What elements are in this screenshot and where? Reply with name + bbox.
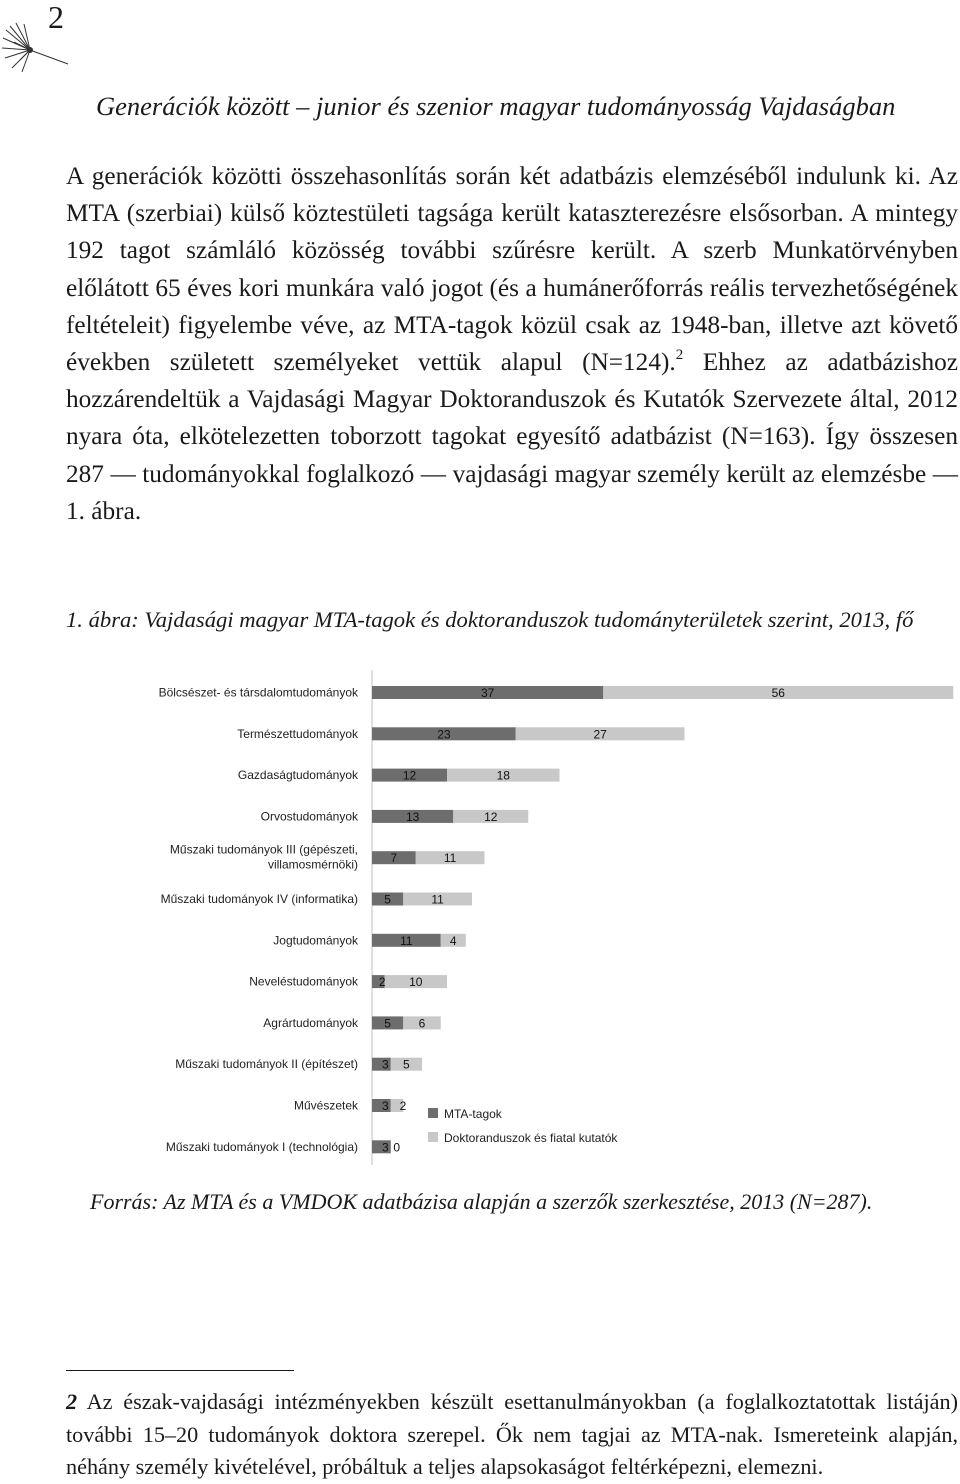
data-label-mta-tagok: 7 [390, 851, 398, 866]
bar-chart [0, 660, 960, 1180]
footnote-text: Az észak-vajdasági intézményekben készült esettanulmányokban (a foglalkoztatottak listáján) további 15–20 tudományok doktora szerepel. Ők nem tagjai az MTA-nak. Ismereteink alapján, néhány személy kivételével, próbáltuk a teljes alapsokaságot feltérképezni, elemezni. [66, 1389, 958, 1479]
data-label-mta-tagok: 5 [384, 1016, 391, 1031]
figure-caption: 1. ábra: Vajdasági magyar MTA-tagok és doktoranduszok tudományterületek szerint, 2013, fő [66, 607, 914, 632]
category-label: Műszaki tudományok II (építészet) [175, 1057, 358, 1072]
footnote-number: 2 [66, 1389, 78, 1414]
data-label-mta-tagok: 11 [400, 933, 413, 948]
data-label-doktoranduszok: 11 [443, 851, 457, 866]
data-label-mta-tagok: 3 [382, 1057, 389, 1072]
category-label: Orvostudományok [260, 809, 358, 824]
category-label: Gazdaságtudományok [237, 768, 358, 783]
data-label-doktoranduszok: 12 [484, 809, 498, 824]
dandelion-ornament-icon [0, 20, 72, 80]
category-label: Bölcsészet- és társdalomtudományok [158, 685, 358, 700]
category-label: Jogtudományok [273, 933, 358, 948]
paragraph-part-1: A generációk közötti összehasonlítás során két adatbázis elemzéséből indulunk ki. Az MTA (szerbiai) külső köztestületi tagsága került kataszterezésre elsősorban. A mintegy 192 tagot számláló közösség további szűrésre került. A szerb Munkatörvényben előlátott 65 éves kori munkára való jogot (és a humánerőforrás reális tervezhetőségének feltételeit) figyelembe véve, az MTA-tagok közül csak az 1948-ban, illetve azt követő években született személyeket vettük alapul (N=124). [66, 162, 958, 377]
data-label-doktoranduszok: 10 [409, 975, 423, 990]
footnote-reference[interactable]: 2 [675, 347, 684, 364]
data-label-doktoranduszok: 0 [393, 1140, 401, 1155]
category-label: Műszaki tudományok I (technológia) [165, 1139, 358, 1154]
data-label-mta-tagok: 2 [378, 975, 386, 990]
data-label-mta-tagok: 3 [382, 1099, 389, 1113]
legend-swatch-doktoranduszok [428, 1132, 438, 1142]
footnote [66, 1386, 958, 1484]
data-label-mta-tagok: 12 [402, 768, 417, 783]
chapter-heading: Generációk között – junior és szenior magyar tudományosság Vajdaságban [96, 91, 896, 121]
paragraph-part-2: Ehhez az adatbázishoz hozzárendeltük a Vajdasági Magyar Doktoranduszok és Kutatók Szervezete által, 2012 nyara óta, elkötelezetten toborzott tagokat egyesítő adatbázist (N=163). Így összesen 287 — tudományokkal foglalkozó — vajdasági magyar személy került az elemzésbe — 1. ábra. [66, 348, 958, 525]
legend-label-mta-tagok: MTA-tagok [444, 1107, 502, 1121]
category-label: Természettudományok [237, 726, 358, 741]
footnote-divider [66, 1370, 294, 1371]
data-label-mta-tagok: 3 [382, 1140, 389, 1155]
page-number: 2 [48, 0, 64, 35]
data-label-doktoranduszok: 5 [403, 1057, 410, 1072]
data-label-mta-tagok: 5 [384, 892, 391, 907]
category-label: Agrártudományok [263, 1015, 358, 1030]
legend-swatch-mta-tagok [428, 1108, 438, 1118]
data-label-doktoranduszok: 56 [771, 686, 785, 700]
data-label-mta-tagok: 13 [405, 809, 420, 824]
data-label-doktoranduszok: 2 [399, 1099, 407, 1113]
category-label: Műszaki tudományok III (gépészeti, villamosmérnöki) [169, 842, 358, 872]
data-label-doktoranduszok: 11 [431, 892, 444, 907]
body-paragraph [66, 158, 958, 530]
data-label-doktoranduszok: 27 [593, 727, 607, 742]
figure-source: Forrás: Az MTA és a VMDOK adatbázisa alapján a szerzők szerkesztése, 2013 (N=287). [90, 1189, 873, 1214]
data-label-doktoranduszok: 4 [449, 933, 457, 948]
data-label-doktoranduszok: 6 [418, 1016, 426, 1031]
data-label-mta-tagok: 37 [480, 686, 495, 700]
category-label: Neveléstudományok [249, 974, 358, 989]
data-label-mta-tagok: 23 [437, 727, 451, 742]
category-label: Művészetek [293, 1098, 358, 1113]
data-label-doktoranduszok: 18 [496, 768, 510, 783]
category-label: Műszaki tudományok IV (informatika) [160, 892, 358, 906]
legend-label-doktoranduszok: Doktoranduszok és fiatal kutatók [444, 1131, 618, 1145]
